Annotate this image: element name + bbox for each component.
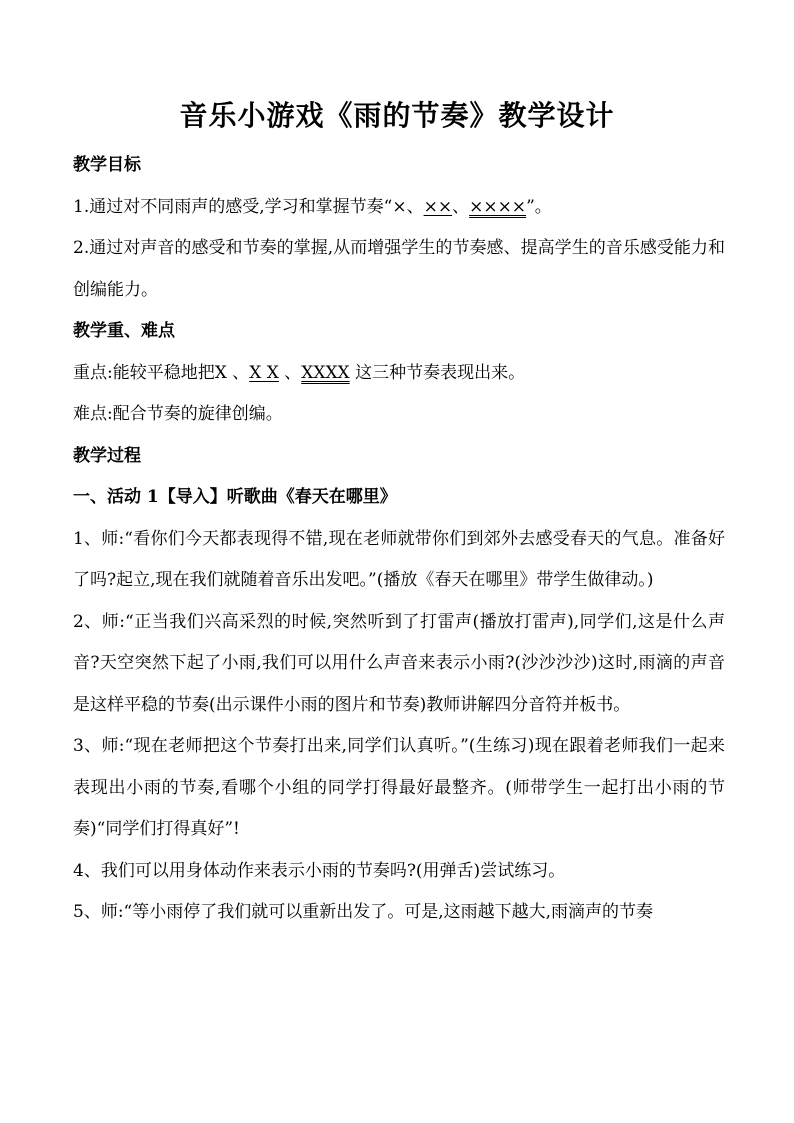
goal-item-2: 2.通过对声音的感受和节奏的掌握,从而增强学生的节奏感、提高学生的音乐感受能力和创编能力。 (73, 238, 725, 300)
goal-item-1 (73, 187, 725, 229)
rhythm-double: ×× (423, 196, 453, 217)
document-body (73, 145, 725, 934)
goals-heading: 教学目标 (73, 155, 141, 175)
rhythm-quad: ×××× (469, 196, 527, 217)
key-point-suffix: 这三种节奏表现出来。 (349, 362, 526, 383)
keypoints-heading: 教学重、难点 (73, 321, 175, 341)
goal-item-1-suffix: ”。 (526, 196, 552, 217)
key-separator: 、 (278, 362, 302, 383)
key-rhythm-quad: XXXX (301, 362, 350, 383)
rhythm-separator: 、 (406, 196, 424, 217)
goal-item-1-prefix: 1.通过对不同雨声的感受,学习和掌握节奏“ (73, 196, 393, 217)
difficult-point: 难点:配合节奏的旋律创编。 (73, 404, 283, 424)
process-heading: 教学过程 (73, 445, 141, 466)
key-rhythm-double: X X (249, 362, 279, 383)
process-step-5: 5、师:“等小雨停了我们就可以重新出发了。可是,这雨越下越大,雨滴声的节奏 (73, 902, 654, 922)
process-step-1: 1、师:“看你们今天都表现得不错,现在老师就带你们到郊外去感受春天的气息。准备好了吗?起立,现在我们就随着音乐出发吧。”(播放《春天在哪里》带学生做律动。) (73, 528, 725, 590)
document-title: 音乐小游戏《雨的节奏》教学设计 (179, 99, 615, 132)
rhythm-single: × (392, 196, 407, 217)
key-point (73, 353, 725, 395)
rhythm-separator: 、 (452, 196, 470, 217)
process-step-4: 4、我们可以用身体动作来表示小雨的节奏吗?(用弹舌)尝试练习。 (73, 860, 566, 881)
process-step-3: 3、师:“现在老师把这个节奏打出来,同学们认真听。”(生练习)现在跟着老师我们一起来表现出小雨的节奏,看哪个小组的同学打得最好最整齐。(师带学生一起打出小雨的节奏)“同学们打得真好”! (73, 736, 725, 839)
activity-1-heading: 一、活动 1【导入】听歌曲《春天在哪里》 (73, 487, 397, 507)
process-step-2: 2、师:“正当我们兴高采烈的时候,突然听到了打雷声(播放打雷声),同学们,这是什么声音?天空突然下起了小雨,我们可以用什么声音来表示小雨?(沙沙沙沙)这时,雨滴的声音是这样平稳的节奏(出示课件小雨的图片和节奏)教师讲解四分音符并板书。 (73, 611, 725, 715)
key-point-prefix: 重点:能较平稳地把X 、 (73, 362, 250, 383)
